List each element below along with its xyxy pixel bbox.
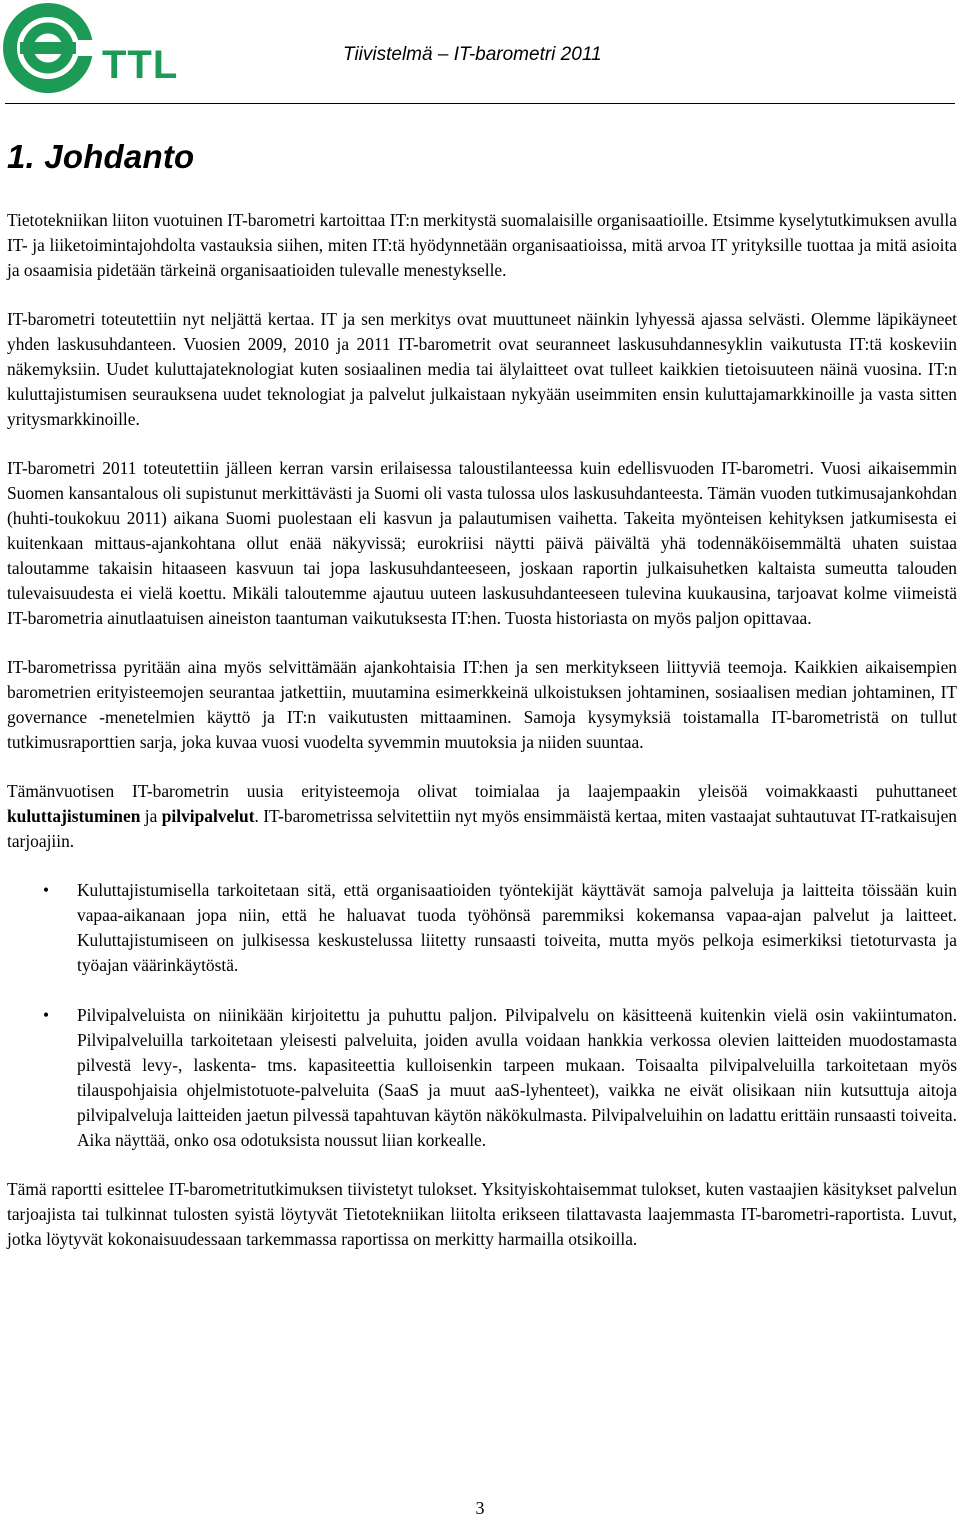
paragraph-closing: Tämä raportti esittelee IT-barometritutkimuksen tiivistetyt tulokset. Yksityiskohtaisemmat tulokset, kuten vastaajien käsitykset palvelun tarjoajista tai tulkinnat tulosten syistä löytyvät Tietotekniikan liitolta erikseen tilattavasta laajemmasta IT-barometri-raportista. Luvut, jotka löytyvät kokonaisuudessaan tarkemmassa raportissa on merkitty harmailla otsikoilla. <box>7 1179 957 1249</box>
paragraph-intro: Tietotekniikan liiton vuotuinen IT-barometri kartoittaa IT:n merkitystä suomalaisille organisaatioille. Etsimme kyselytutkimuksen avulla IT- ja liiketoimintajohdolta vastauksia siihen, miten IT:tä hyödynnetään organisaatioissa, mitä arvoa IT yrityksille tuottaa ja mitä asioita ja osaamisia pidetään tärkeinä organisaatioiden tulevalle menestykselle. <box>7 210 957 280</box>
page-header <box>0 0 960 100</box>
bullet-icon: • <box>43 1005 50 1025</box>
paragraph-new-themes: Tämänvuotisen IT-barometrin uusia erityisteemoja olivat toimialaa ja laajempaakin yleisöä voimakkaasti puhuttaneet kuluttajistuminen ja pilvipalvelut. IT-barometrissa selvitettiin nyt myös ensimmäistä kertaa, miten vastaajat suhtautuvat IT-ratkaisujen tarjoajiin. <box>7 781 958 851</box>
paragraph-history: IT-barometri toteutettiin nyt neljättä kertaa. IT ja sen merkitys ovat muuttuneet näinkin lyhyessä ajassa selvästi. Olemme läpikäyneet yhden laskusuhdanteen. Vuosien 2009, 2010 ja 2011 IT-barometrit ovat seuranneet laskusuhdannesyklin vaikutusta IT:tä koskeviin näkemyksiin. Uudet kuluttajateknologiat kuten sosiaalinen media tai älylaitteet ovat tulleet kaikkien tietoisuuteen näinä vuosina. IT:n kuluttajistumisen seurauksena uudet teknologiat ja palvelut julkaistaan nykyään useimmiten ensin kuluttajamarkkinoille ja vasta sitten yritysmarkkinoille. <box>7 309 957 429</box>
page-number: 3 <box>475 1498 485 1518</box>
list-item <box>7 878 957 978</box>
bold-term-cloud-services: pilvipalvelut <box>161 806 255 826</box>
document-body <box>7 208 957 1276</box>
paragraph-economy: IT-barometri 2011 toteutettiin jälleen kerran varsin erilaisessa taloustilanteessa kuin edellisvuoden IT-barometri. Vuosi aikaisemmin Suomen kansantalous oli supistunut merkittävästi ja Suomi oli vasta tulossa ulos laskusuhdanteesta. Tämän vuoden tutkimusajankohdan (huhti-toukokuu 2011) aikana Suomi puolestaan eli kasvun ja palautumisen vaihetta. Takeita myönteisen kehityksen jatkumisesta ei kuitenkaan mittaus-ajankohtana ollut enää näkyvissä; eurokriisi näytti päivä päivältä yhä todennäköisemmältä uhaten suistaa taloutamme takaisin hitaaseen kasvuun tai jopa laskusuhdanteeseen, joskaan raportin julkaisuhetken kaltaista sumeutta talouden tulevaisuudesta ei vielä koettu. Mikäli taloutemme ajautuu uuteen laskusuhdanteeseen tulevina kuukausina, tarjoavat kolme viimeistä IT-barometria ainutlaatuisen aineiston taantuman vaikutuksesta IT:hen. Tuosta historiasta on myös paljon opittavaa. <box>7 458 957 628</box>
bullet-icon: • <box>43 880 50 900</box>
logo-text: TTL <box>102 43 179 87</box>
page-heading: 1. Johdanto <box>7 138 195 175</box>
list-item-text: Pilvipalveluista on niinikään kirjoitettu ja puhuttu paljon. Pilvipalvelu on käsitteenä kuitenkin vielä osin vakiintumaton. Pilvipalveluilla tarkoitetaan yleisesti palveluita, joiden avulla voidaan hankkia verkossa olevien laitteiden muodostamasta pilvestä levy-, laskenta- tms. kapasiteettia kulloisenkin tarpeen mukaan. Toisaalta pilvipalveluilla tarkoitetaan myös tilauspohjaisia ohjelmistotuote-palveluita (SaaS ja muut aaS-lyhenteet), vaikka ne eivät olisikaan niin kutsuttuja aitoja pilvipalveluja laitteiden jaetun pilvessä tapahtuvan käytön näkökulmasta. Pilvipalveluihin on ladattu erittäin runsaasti toiveita. Aika näyttää, onko osa odotuksista noussut liian korkealle. <box>77 1005 957 1150</box>
ttl-logo <box>2 2 192 94</box>
list-item-text: Kuluttajistumisella tarkoitetaan sitä, että organisaatioiden työntekijät käyttävät samoja palveluja ja laitteita töissään kuin vapaa-aikanaan jopa niin, että he haluavat tuoda työhönsä paremmiksi kokemansa vapaa-ajan palvelut ja laitteet. Kuluttajistumiseen on julkisessa keskustelussa liitetty runsaasti toiveita, mutta myös pelkoja esimerkiksi tietoturvasta ja työajan väärinkäytöstä. <box>77 880 957 975</box>
ttl-emblem-icon <box>10 10 100 86</box>
header-divider <box>5 103 955 104</box>
list-item <box>7 1003 957 1153</box>
theme-bullet-list <box>7 878 957 1153</box>
header-title: Tiivistelmä – IT-barometri 2011 <box>343 44 602 65</box>
paragraph-themes: IT-barometrissa pyritään aina myös selvittämään ajankohtaisia IT:hen ja sen merkitykseen liittyviä teemoja. Kaikkien aikaisempien barometrien erityisteemojen seurantaa jatkettiin, muutamina esimerkkeinä ulkoistuksen johtaminen, sosiaalisen median johtaminen, IT governance -menetelmien käyttö ja IT:n vaikutusten mittaaminen. Samoja kysymyksiä toistamalla IT-barometristä on tullut tutkimusraporttien sarja, joka kuvaa vuosi vuodelta syvemmin muutoksia ja niiden suuntaa. <box>7 657 957 752</box>
bold-term-consumerization: kuluttajistuminen <box>7 806 141 826</box>
